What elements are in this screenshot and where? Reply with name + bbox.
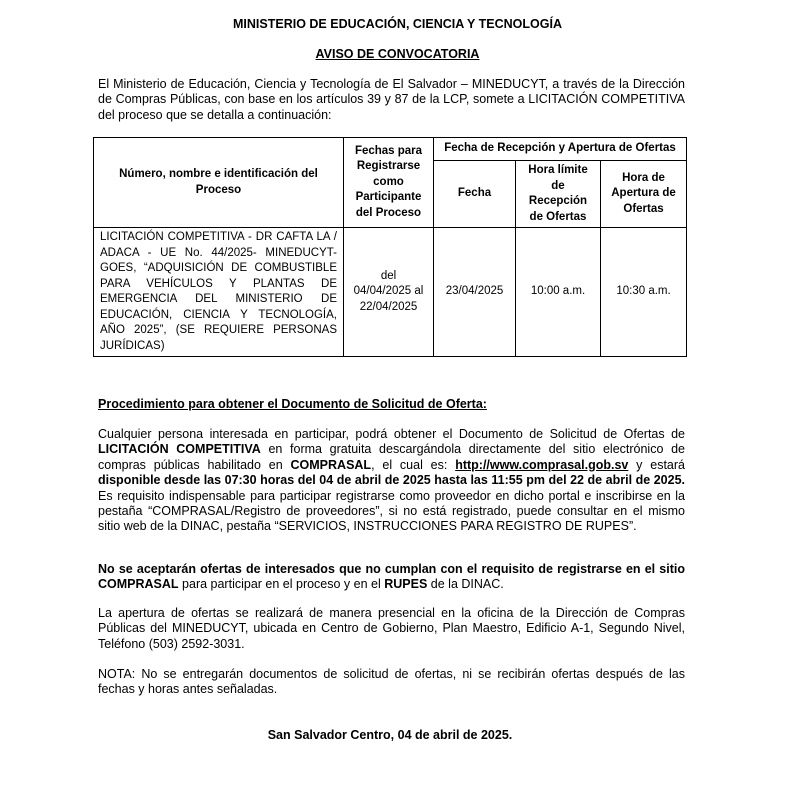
header-opening: Hora de Apertura de Ofertas — [601, 161, 687, 228]
table-row — [94, 228, 687, 357]
header-date: Fecha — [434, 161, 516, 228]
comprasal-link[interactable]: http://www.comprasal.gob.sv — [455, 457, 629, 472]
deadline-time: 10:00 a.m. — [516, 228, 601, 357]
process-table — [93, 137, 687, 357]
header-deadline: Hora límite de Recepción de Ofertas — [516, 161, 601, 228]
reception-date: 23/04/2025 — [434, 228, 516, 357]
ministry-title: MINISTERIO DE EDUCACIÓN, CIENCIA Y TECNOLOGÍA — [233, 17, 562, 31]
procedure-heading: Procedimiento para obtener el Documento de Solicitud de Oferta: — [98, 397, 487, 411]
notice-subtitle: AVISO DE CONVOCATORIA — [315, 47, 480, 61]
place-date-footer: San Salvador Centro, 04 de abril de 2025. — [267, 728, 513, 742]
register-dates: del 04/04/2025 al 22/04/2025 — [344, 228, 434, 357]
opening-time: 10:30 a.m. — [601, 228, 687, 357]
header-register-dates: Fechas para Registrarse como Participante del Proceso — [344, 138, 434, 228]
procedure-paragraph: Cualquier persona interesada en participar, podrá obtener el Documento de Solicitud de Ofertas de LICITACIÓN COMPETITIVA en forma gratuita descargándola directamente del sitio electrónico de compras públicas habilitado en COMPRASAL, el cual es: http://www.comprasal.gob.sv y estará disponible desde las 07:30 horas del 04 de abril de 2025 hasta las 11:55 pm del 22 de abril de 2025. Es requisito indispensable para participar registrarse como proveedor en dicho portal e inscribirse en la pestaña “COMPRASAL/Registro de proveedores”, si no está registrado, puede consultar en el mismo sitio web de la DINAC, pestaña “SERVICIOS, INSTRUCCIONES PARA REGISTRO DE RUPES”. — [98, 427, 685, 534]
requirement-paragraph: No se aceptarán ofertas de interesados que no cumplan con el requisito de registrarse en el sitio COMPRASAL para participar en el proceso y en el RUPES de la DINAC. — [98, 562, 685, 592]
intro-paragraph: El Ministerio de Educación, Ciencia y Tecnología de El Salvador – MINEDUCYT, a través de la Dirección de Compras Públicas, con base en los artículos 39 y 87 de la LCP, somete a LICITACIÓN COMPETITIVA del proceso que se detalla a continuación: — [98, 77, 685, 122]
note-paragraph: NOTA: No se entregarán documentos de solicitud de ofertas, ni se recibirán ofertas después de las fechas y horas antes señaladas. — [98, 667, 685, 697]
process-description: LICITACIÓN COMPETITIVA - DR CAFTA LA / ADACA - UE No. 44/2025- MINEDUCYT- GOES, “ADQUISICIÓN DE COMBUSTIBLE PARA VEHÍCULOS Y PLANTAS DE EMERGENCIA DEL MINISTERIO DE EDUCACIÓN, CIENCIA Y TECNOLOGÍA, AÑO 2025”, (SE REQUIERE PERSONAS JURÍDICAS) — [94, 228, 344, 357]
header-reception-group: Fecha de Recepción y Apertura de Ofertas — [434, 138, 687, 161]
header-process: Número, nombre e identificación del Proceso — [94, 138, 344, 228]
opening-location-paragraph: La apertura de ofertas se realizará de manera presencial en la oficina de la Dirección de Compras Públicas del MINEDUCYT, ubicada en Centro de Gobierno, Plan Maestro, Edificio A-1, Segundo Nivel, Teléfono (503) 2592-3031. — [98, 606, 685, 651]
